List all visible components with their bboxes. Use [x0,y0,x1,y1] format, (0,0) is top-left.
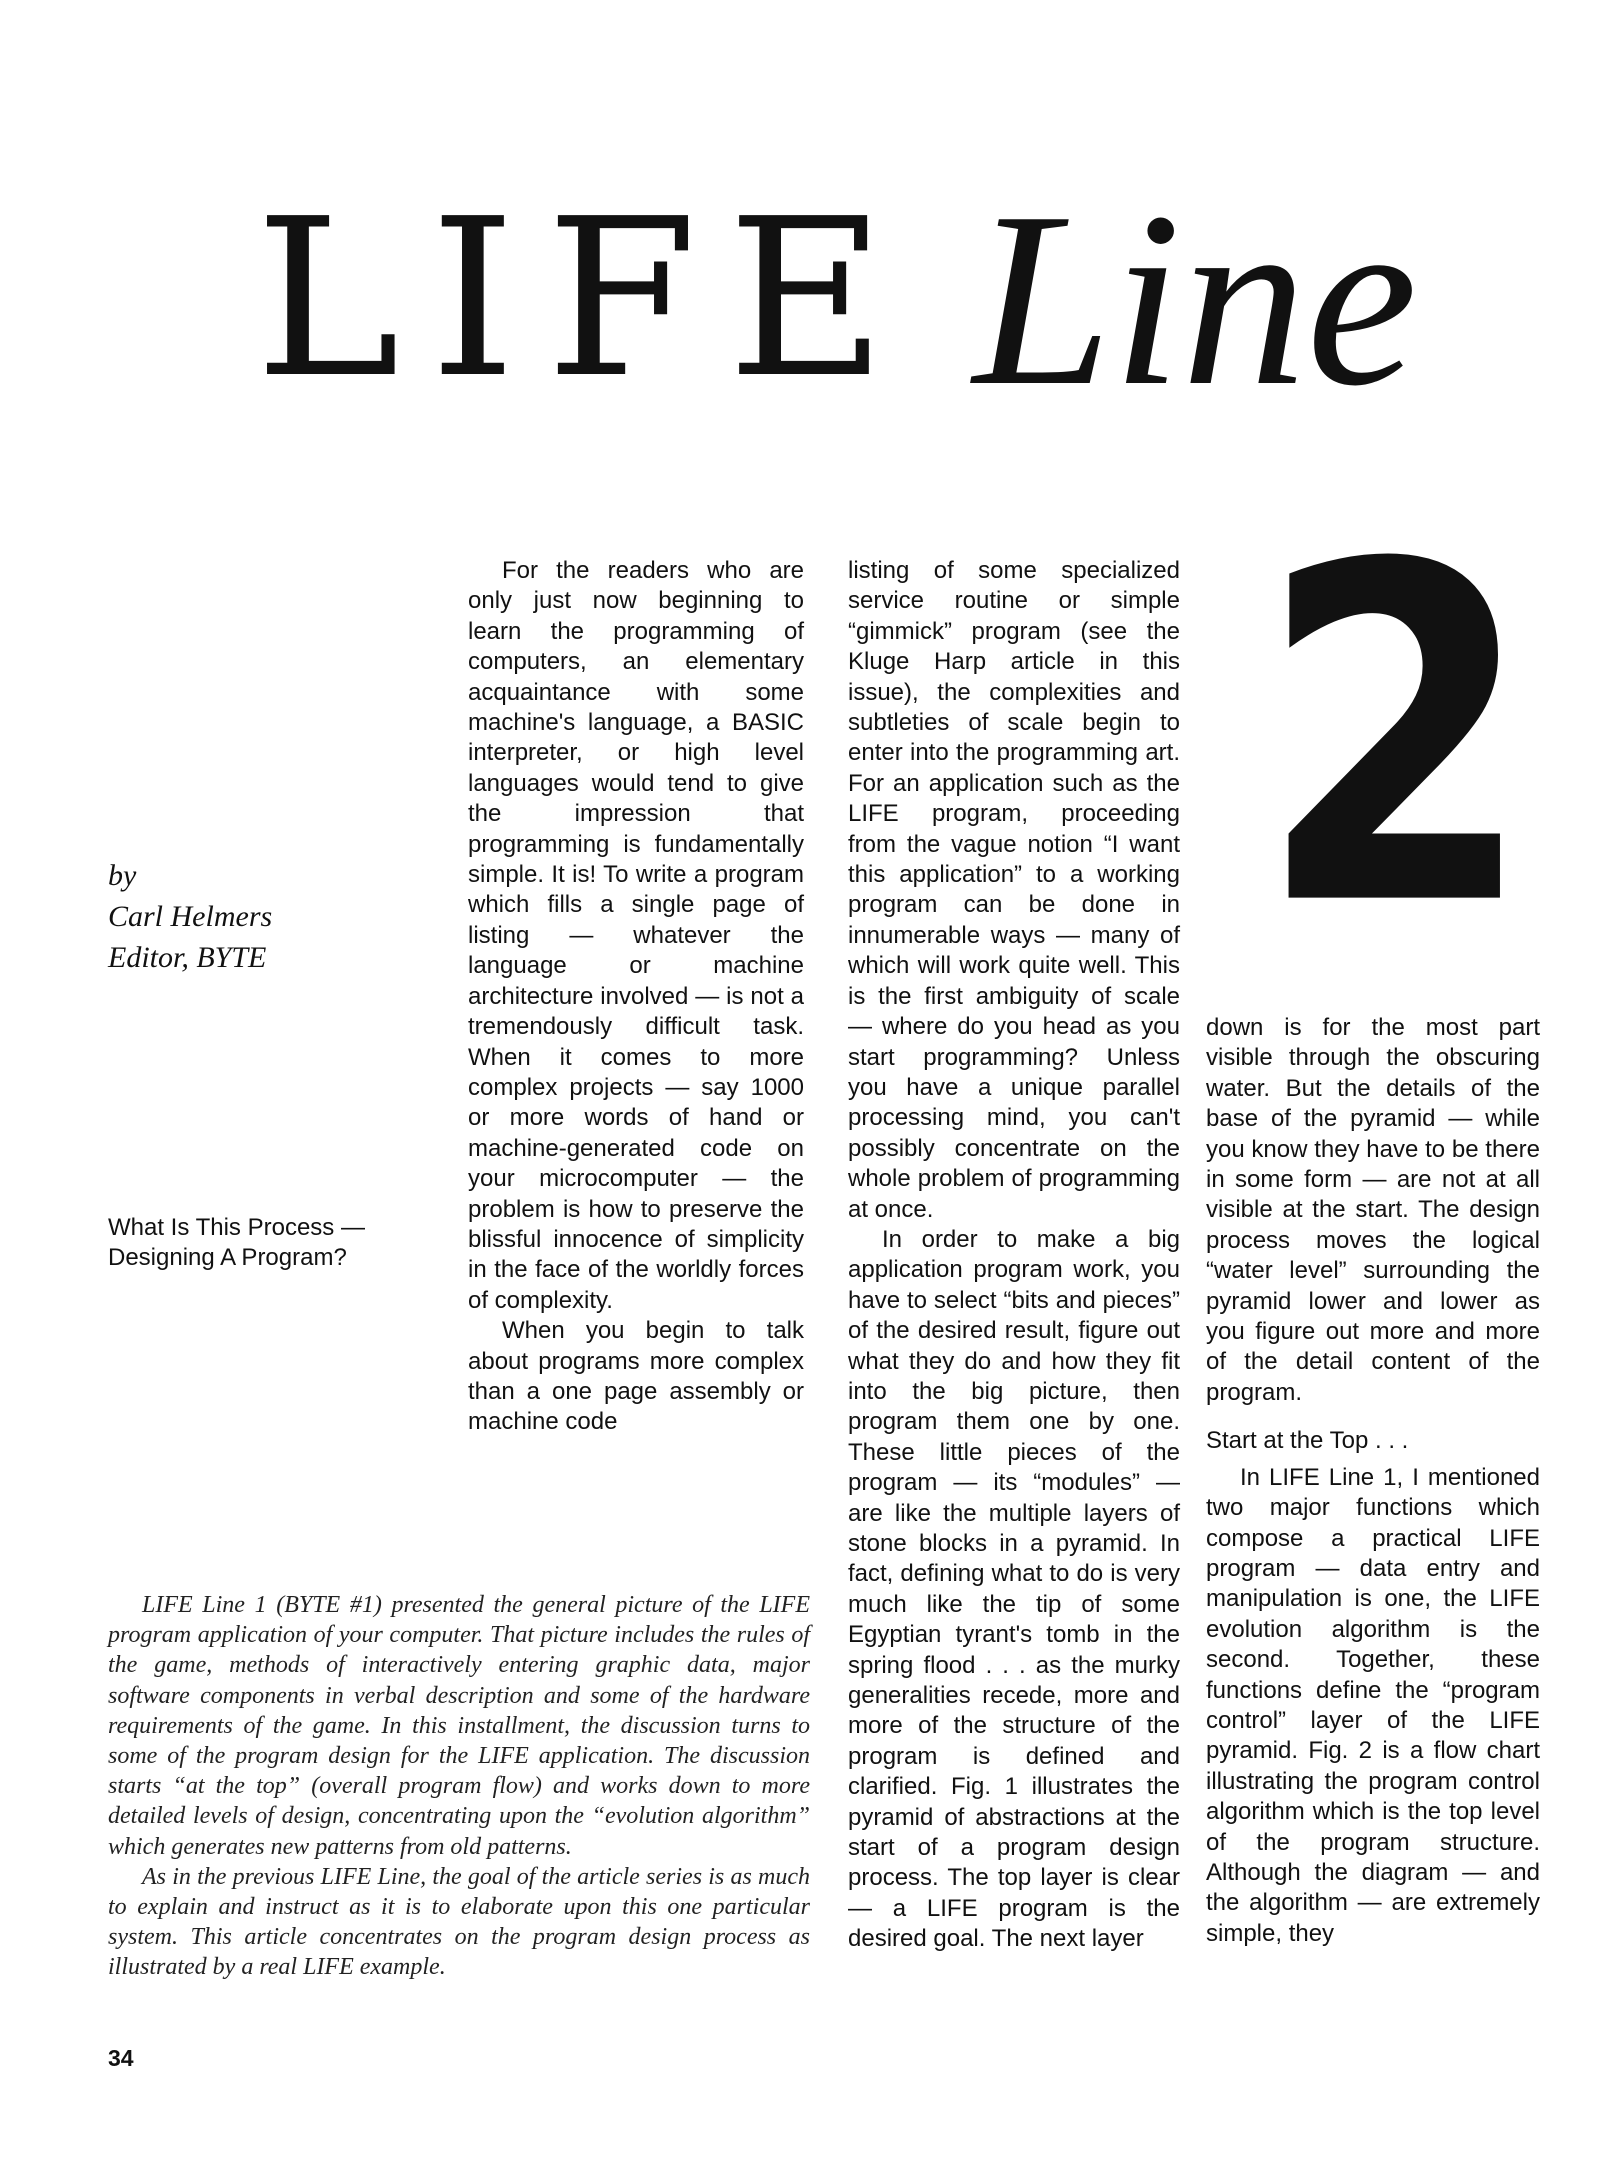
byline [108,855,368,978]
section-heading: Start at the Top . . . [1206,1427,1409,1455]
installment-number: 2 [1257,466,1535,1008]
page-number: 34 [108,2045,134,2071]
article-title [255,161,1455,438]
intro-paragraph: As in the previous LIFE Line, the goal of the article series is as much to explain and instruct as it is to elaborate upon this one particular system. This article concentrates on the program design process as illustrated by a real LIFE example. [108,1863,810,1981]
paragraph: In LIFE Line 1, I mentioned two major functions which compose a practical LIFE program — data entry and manipulation is one, the LIFE evolution algorithm is the second. Together, these functions define the “program control” layer of the LIFE pyramid. Fig. 2 is a flow chart illustrating the program control algorithm which is the top level of the program structure. Although the diagram — and the algorithm — are extremely simple, they [1206,1463,1540,1947]
intro-paragraph: LIFE Line 1 (BYTE #1) presented the general picture of the LIFE program application of your computer. That picture includes the rules of the game, methods of interactively entering graphic data, major software components in verbal description and some of the hardware requirements of the game. In this installment, the discussion turns to some of the program design for the LIFE application. The discussion starts “at the top” (overall program flow) and works down to more detailed levels of design, concentrating upon the “evolution algorithm” which generates new patterns from old patterns. [108,1592,810,1860]
text-column-3 [1206,1013,1540,1949]
text-column-2 [848,556,1180,1955]
byline-role: Editor, BYTE [108,941,267,974]
paragraph: When you begin to talk about programs more complex than a one page assembly or machine code [468,1317,804,1436]
intro-summary [108,1590,810,1983]
title-word-line: Line [973,161,1418,438]
paragraph: In order to make a big application program work, you have to select “bits and pieces” of the desired result, figure out what they do and how they fit into the big picture, then program them one by one. These little pieces of the program — its “modules” — are like the multiple layers of stone blocks in a pyramid. In fact, defining what to do is very much like the tip of some Egyptian tyrant's tomb in the spring flood . . . as the murky generalities recede, more and more of the structure of the program is defined and clarified. Fig. 1 illustrates the pyramid of abstractions at the start of a program design process. The top layer is clear — a LIFE program is the desired goal. The next layer [848,1225,1180,1953]
byline-author: Carl Helmers [108,900,273,933]
sidebar-heading: What Is This Process — Designing A Program? [108,1214,365,1271]
paragraph: down is for the most part visible through the obscuring water. But the details of the base of the pyramid — while you know they have to be there in some form — are not at all visible at the start. The design process moves the logical “water level” surrounding the pyramid lower and lower as you figure out more and more of the detail content of the program. [1206,1014,1540,1406]
byline-by: by [108,859,137,892]
paragraph: listing of some specialized service routine or simple “gimmick” program (see the Kluge Harp article in this issue), the complexities and subtleties of scale begin to enter into the programming art. For an application such as the LIFE program, proceeding from the vague notion “I want this application” to a working program can be done in innumerable ways — many of which will work quite well. This is the first ambiguity of scale — where do you head as you start programming? Unless you have a unique parallel processing mind, you can't possibly concentrate on the whole problem of programming at once. [848,557,1180,1223]
paragraph: For the readers who are only just now beginning to learn the programming of computers, an elementary acquaintance with some machine's language, a BASIC interpreter, or high level languages would tend to give the impression that programming is fundamentally simple. It is! To write a program which fills a single page of listing — whatever the language or machine architecture involved — is not a tremendously difficult task. When it comes to more complex projects — say 1000 or more words of hand or machine-generated code on your microcomputer — the problem is how to preserve the blissful innocence of simplicity in the face of the worldly forces of complexity. [468,557,804,1314]
title-word-life: LIFE [255,173,917,426]
text-column-1 [468,556,804,1438]
